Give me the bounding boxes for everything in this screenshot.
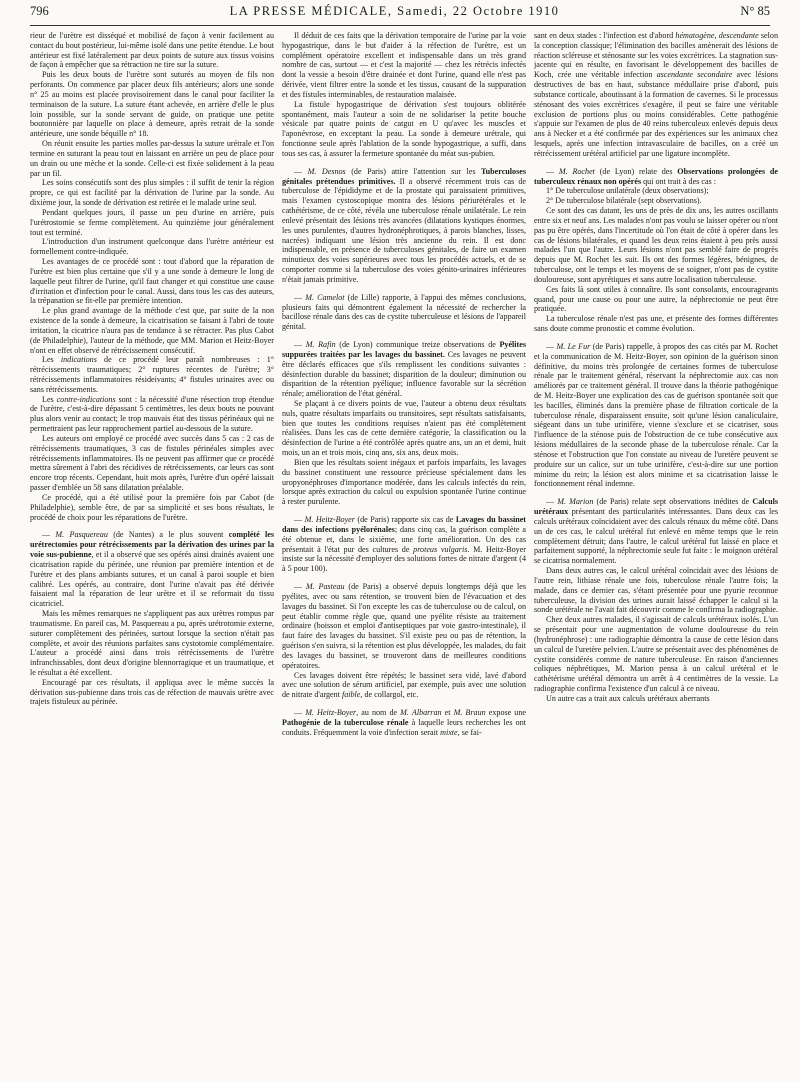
paragraph: — M. Marion (de Paris) relate sept observations inédites de Calculs urétéraux présentant des particularités intéressantes. Dans deux cas les calculs urétéraux coïncidaient avec des calculs rénaux du même côté. Dans un de ces cas, le calcul urétéral fut enlevé en même temps que le rein complètement détruit; dans l'autre, le calcul urétéral fut laissé en place et parfaitement supporté, la néphrectomie seule fut faite : le moignon urétéral se cicatrisa normalement.	[534, 497, 778, 566]
paragraph: — M. Desnos (de Paris) attire l'attention sur les Tuberculoses génitales prétendues primitives. Il a observé récemment trois cas de tuberculose de l'épididyme et de la prostate qui paraissaient primitives, mais l'examen cystoscopique montra des lésions périurétérales et le cathétérisme, de ce côté, révéla une tuberculose rénale unilatérale. Le rein enlevé présentait des lésions très avancées (dilatations kystiques énormes, les unes purulentes, d'autres hydronéphrotiques, à parois blanches, lisses, nacrées) indiquant une lésion très ancienne du rein. Il est donc indispensable, en présence de tuberculoses génitales, de faire un examen minutieux des voies supérieures avec tous les procédés actuels, et de se comporter comme si la tuberculose des voies génito-urinaires inférieures n'était jamais primitive.	[282, 166, 526, 284]
page-number: 796	[30, 4, 49, 18]
paragraph: Mais les mêmes remarques ne s'appliquent pas aux urètres rompus par traumatisme. En pareil cas, M. Pasquereau a pu, après urétrotomie externe, suturer complètement des périnées, surtout lorsque la section n'était pas complète, et avoir des réunions parfaites sans cystotomie complémentaire. L'auteur a procédé ainsi dans trois rétrécissements de l'urètre infranchissables, dont deux d'origine blennorragique et un traumatique, et le résultat a été excellent.	[30, 609, 274, 677]
paragraph: — M. Pasteau (de Paris) a observé depuis longtemps déjà que les pyélites, avec ou sans rétention, se trouvent bien de l'évacuation et des lavages du bassinet. Si l'on excepte les cas de tuberculose ou de calcul, on peut établir comme règle que, quand une pyélite résiste au traitement ordinaire (boisson et emploi d'antiseptiques par voie gastro-intestinale), il faut faire des lavages du bassinet. S'il existe peu ou pas de rétention, la guérison s'en suivra, si la rétention est plus développée, les malades, du fait des lavages du bassinet, se trouveront dans de meilleures conditions opératoires.	[282, 582, 526, 670]
paragraph: Ce procédé, qui a été utilisé pour la première fois par Cabot (de Philadelphie), semble être, de par sa simplicité et ses bons résultats, le procédé de choix pour les réparations de l'urètre.	[30, 492, 274, 522]
paragraph: sant en deux stades : l'infection est d'abord hématogène, descendante selon la conception classique; l'élimination des bacilles amènerait des lésions de réaction scléreuse et sténosante sur les voies excrétrices. La stagnation sus-jacente qui en résulte, en favorisant le développement des bacilles de Koch, crée une véritable infection ascendante secondaire avec lésions destructives de bas en haut, substance médullaire prise d'abord, puis substance corticale, aboutissant à la formation de cavernes. Si le processus sténosant des voies excrétrices s'exagère, il peut se faire une véritable exclusion de portions plus ou moins considérables. Cette pathogénie s'appuie sur l'examen de plus de 40 reins tuberculeux enlevés depuis deux ans à Necker et a été confirmée par des expériences sur les animaux chez lesquels, après une infection intravasculaire de bacilles, on a créé un rétrécissement urétéral artificiel par une ligature incomplète.	[534, 31, 778, 158]
paragraph: Dans deux autres cas, le calcul urétéral coïncidait avec des lésions de l'autre rein, lithiase rénale une fois, tuberculose rénale l'autre fois; la malade, dans ce dernier cas, s'étant présentée pour une pyurie reconnue tuberculeuse, la division des urines aurait laissé échapper le calcul si la sonde urétérale ne l'avait fait découvrir comme le confirma la radiographie.	[534, 566, 778, 615]
page-header	[30, 4, 770, 26]
paragraph: Les auteurs ont employé ce procédé avec succès dans 5 cas : 2 cas de rétrécissements traumatiques, 3 cas de fistules périnéales simples avec rétrécissements inflammatoires. Ils ne peuvent pas affirmer que ce procédé mettra sûrement à l'abri des récidives de rétrécissements, car leurs cas sont encore trop récents. Cependant, huit mois après, l'urètre d'un opéré laissait passer d'emblée un 58 sans dilatation préalable.	[30, 433, 274, 493]
paragraph: Ces lavages doivent être répétés; le bassinet sera vidé, lavé d'abord avec une solution de sérum artificiel, par exemple, puis avec une solution de nitrate d'argent faible, de collargol, etc.	[282, 670, 526, 700]
paragraph: Les indications de ce procédé leur paraît nombreuses : 1° rétrécissements traumatiques; 2° ruptures récentes de l'urètre; 3° rétrécissements inflammatoires résideivants; 4° fistules urinaires avec ou sans rétrécissements.	[30, 355, 274, 394]
paragraph: Ces faits là sont utiles à connaître. Ils sont consolants, encourageants quand, pour une cause ou pour une autre, la néphrectomie ne peut être pratiquée.	[534, 284, 778, 314]
column-1	[30, 31, 274, 1072]
paragraph: Encouragé par ces résultats, il appliqua avec le même succès la dérivation sus-pubienne dans trois cas de réfection de mauvais urètre avec trajets fistuleux au périnée.	[30, 677, 274, 707]
paragraph: — M. Le Fur (de Paris) rappelle, à propos des cas cités par M. Rochet et la communication de M. Heitz-Boyer, son opinion de la guérison sinon définitive, du moins très prolongée de certaines formes de tuberculose rénale par le traitement général, réservant la néphrectomie aux cas non améliorés par ce traitement général. Il trouve dans la théorie pathogénique de M. Heitz-Boyer une explication des cas de guérison spontanée soit que les bacilles, éliminés dans la première phase de filtration corticale de la tuberculose rénale, disparaissent ensuite, soit qu'une lésion canaliculaire, siégeant dans un tube urinifère, vienne s'exclure et se cicatriser, sous l'influence de la sténose puis de l'obstruction de ce tube consécutive aux lésions médullaires de la seconde phase de la tuberculose rénale. Car la sténose et l'obstruction que l'on constate au niveau de l'uretère peuvent se produire sur un calice, sur un tube urinifère, c'est-à-dire sur une portion minime du rein; la lésion est alors minime et sa cicatrisation laisse le fonctionnement rénal indemne.	[534, 341, 778, 489]
header-rule	[30, 25, 770, 26]
paragraph: Les soins consécutifs sont des plus simples : il suffit de tenir la région propre, ce qui est facilité par la dérivation de l'urine par la sonde. Au dixième jour, la sonde de dérivation est retirée et le malade urine seul.	[30, 178, 274, 208]
paragraph: La tuberculose rénale n'est pas une, et présente des formes différentes sans doute comme pronostic et comme évolution.	[534, 314, 778, 334]
paragraph: — M. Camelot (de Lille) rapporte, à l'appui des mêmes conclusions, plusieurs faits qui démontrent également la nécessité de rechercher la bacillose rénale dans des cas de cystite tuberculeuse et lésions de l'appareil génital.	[282, 292, 526, 332]
column-3	[534, 31, 778, 1072]
issue-number: N° 85	[740, 4, 770, 18]
paragraph: Bien que les résultats soient inégaux et parfois imparfaits, les lavages du bassinet constituent une ressource précieuse spécialement dans les uropyonéphroses d'importance modérée, dans les calculs infectés du rein, lorsque après extraction du calcul ou expulsion spontanée l'urine continue à rester purulente.	[282, 457, 526, 507]
paragraph: Puis les deux bouts de l'urètre sont suturés au moyen de fils non perforants. On commence par placer deux fils antérieurs; alors une sonde n° 25 au moins est placée provisoirement dans le canal pour faciliter la terminaison de la suture. La suture étant achevée, en arrière d'elle le plus loin possible, sur la sonde servant de guide, on pratique une petite boutonnière par laquelle on place à demeure, après retrait de la sonde antérieure, une sonde béquille n° 18.	[30, 70, 274, 139]
paragraph: L'introduction d'un instrument quelconque dans l'urètre antérieur est formellement contre-indiquée.	[30, 237, 274, 257]
paragraph: On réunit ensuite les parties molles par-dessus la suture urétrale et l'on termine en suturant la peau tout en laissant en arrière un peu de place pour un drain ou une mèche et la sonde. Celle-ci est fixée solidement à la peau par un fil.	[30, 139, 274, 178]
paragraph: Se plaçant à ce divers points de vue, l'auteur a obtenu deux résultats nuls, quatre résultats imparfaits ou transitoires, sept résultats satisfaisants, bien que toutes les conditions requises n'aient pas été complètement réalisées. Dans les cas de cette dernière catégorie, la classification ou la désinfection de l'urine a été contrôlée après quatre ans, un an et demi, huit mois, un an et trois mois, cinq ans, six ans, deux mois.	[282, 398, 526, 458]
paragraph: — M. Heitz-Boyer (de Paris) rapporte six cas de Lavages du bassinet dans des infections pyélorénales; dans cinq cas, la guérison complète a été obtenue et, dans le sixième, une forte amélioration. Un des cas présentait à l'état pur des cultures de proteus vulgaris. M. Heitz-Boyer insiste sur la nécessité d'employer des solutions fortes de nitrate d'argent (4 à 5 pour 100).	[282, 515, 526, 574]
paragraph: 1° De tuberculose unilatérale (deux observations);	[546, 186, 709, 196]
paragraph: Le plus grand avantage de la méthode c'est que, par suite de la non existence de la sonde à demeure, la cicatrisation se faisant à l'abri de toute irritation, la cicatrice n'aura pas de tendance à se rétracter. Pas plus Cabot (de Philadelphie), l'auteur de la méthode, que MM. Marion et Heitz-Boyer n'ont en effet observé de rétrécissement consécutif.	[30, 306, 274, 355]
paragraph: Un autre cas a trait aux calculs urétéraux aberrants	[546, 693, 710, 703]
paragraph: — M. Rafin (de Lyon) communique treize observations de Pyélites suppurées traitées par les lavages du bassinet. Ces lavages ne peuvent être déclarés efficaces que s'ils remplissent les conditions suivantes : désinfection durable du bassinet; disparition de la douleur; diminution ou disparition de la rétention pyélique; influence favorable sur la sécrétion rénale; amélioration de l'état général.	[282, 340, 526, 399]
article-columns	[30, 31, 778, 1072]
paragraph: — M. Heitz-Boyer, au nom de M. Albarran et M. Braun expose une Pathogénie de la tuberculose rénale à laquelle leurs recherches les ont conduits. Fréquemment la voie d'infection serait mixte, se fai-	[282, 708, 526, 737]
paragraph: — M. Rochet (de Lyon) relate des Observations prolongées de tuberculeux rénaux non opérés qui ont trait à des cas :	[534, 166, 778, 186]
paragraph: Les avantages de ce procédé sont : tout d'abord que la réparation de l'urètre est bien plus certaine que s'il y a une sonde à demeure le long de laquelle peut filtrer de l'urine, qu'il faut changer et qui constitue une cause d'irritation et d'infection pour le canal. Aussi, dans tous les cas des auteurs, la trépanation se fit-elle par première intention.	[30, 257, 274, 306]
paragraph: Chez deux autres malades, il s'agissait de calculs urétéraux isolés. L'un se présentait pour une augmentation de volume douloureuse du rein (hydronéphrose) : une radiographie démontra la cause de cette lésion dans un calcul de l'uretère pelvien. L'autre se présentait avec des phénomènes de cystite considérés comme de nature tuberculeuse. En raison d'anciennes coliques néphrétiques, M. Marion pensa à un calcul urétéral et le cathétérisme urétéral démontra un arrêt à 4 centimètres de la vessie. La radiographie confirma l'existence d'un calcul à ce niveau.	[534, 615, 778, 693]
paragraph: 2° De tuberculose bilatérale (sept observations).	[546, 196, 702, 206]
journal-title: LA PRESSE MÉDICALE, Samedi, 22 Octobre 1910	[229, 4, 560, 18]
paragraph: — M. Pasquereau (de Nantes) a le plus souvent complété les urétrectomies pour rétrécissements par la dérivation des urines par la voie sus-pubienne, et il a observé que ses opérés ainsi drainés avaient une cicatrisation rapide du périnée, une réunion par première intention et de l'urètre et des plans ambiants sutures, et un canal à paroi souple et bien calibré. Les opérés, au contraire, dont l'urine n'avait pas été dérivée faisaient mal la réparation de leur urètre et il se reformait du tissu cicatriciel.	[30, 530, 274, 609]
column-2	[282, 31, 526, 1072]
paragraph: Il déduit de ces faits que la dérivation temporaire de l'urine par la voie hypogastrique, dans le but d'aider à la réfection de l'urètre, est un complément opératoire excellent et indispensable dans un très grand nombre de cas, surtout — et c'est la majorité — chez les rétrécis infectés dont la vessie a besoin d'être drainée et dont l'urine, quand elle n'est pas dérivée, vient filtrer entre la sonde et les tissus, causant de la suppuration et des fistules interminables, de restauration malaisée.	[282, 31, 526, 99]
paragraph: Pendant quelques jours, il passe un peu d'urine en arrière, puis l'urétrostomie se ferme complètement. Au quinzième jour généralement tout est terminé.	[30, 207, 274, 237]
paragraph: rieur de l'urètre est disséqué et mobilisé de façon à venir facilement au contact du bout postérieur, lui-même isolé dans une petite étendue. Le bout antérieur est fixé latéralement par deux points de suture aux tissus voisins de façon à empêcher que sa rétraction ne tire sur la suture.	[30, 31, 274, 70]
paragraph: Ce sont des cas datant, les uns de près de dix ans, les autres oscillants entre six et neuf ans. Les malades n'ont pas voulu se laisser opérer ou n'ont pas pu être opérés, dans l'incertitude où l'on était de côté à opérer dans les cas de lésions bilatérales, et quand les deux reins étaient à peu près aussi malades l'un que l'autre. Leurs lésions n'ont pas semblé faire de progrès depuis que M. Rochet les suit. Ils ont des formes légères, bénignes, de tuberculose, ont le temps et les moyens de se soigner, n'ont pas de cystite douloureuse, sont apyrétiques et sans autre localisation tuberculeuse.	[534, 206, 778, 284]
paragraph: La fistule hypogastrique de dérivation s'est toujours oblitérée spontanément, mais l'auteur a soin de ne solidariser la petite bouche vésicale par quatre points de catgut en U qu'avec les muscles et l'aponévrose, en exceptant la peau. La sonde à demeure urétrale, qui fonctionne seule après l'ablation de la sonde hypogastrique, a suffi, dans tous ses cas, à assurer la fermeture spontanée du méat sus-pubien.	[282, 99, 526, 158]
paragraph: Les contre-indications sont : la nécessité d'une résection trop étendue de l'urètre, c'est-à-dire dépassant 5 centimètres, les deux bouts ne pouvant plus alors venir au contact; le trop mauvais état des tissus périnéaux qui ne permettraient pas leur rapprochement partiel au-dessous de la suture.	[30, 394, 274, 434]
